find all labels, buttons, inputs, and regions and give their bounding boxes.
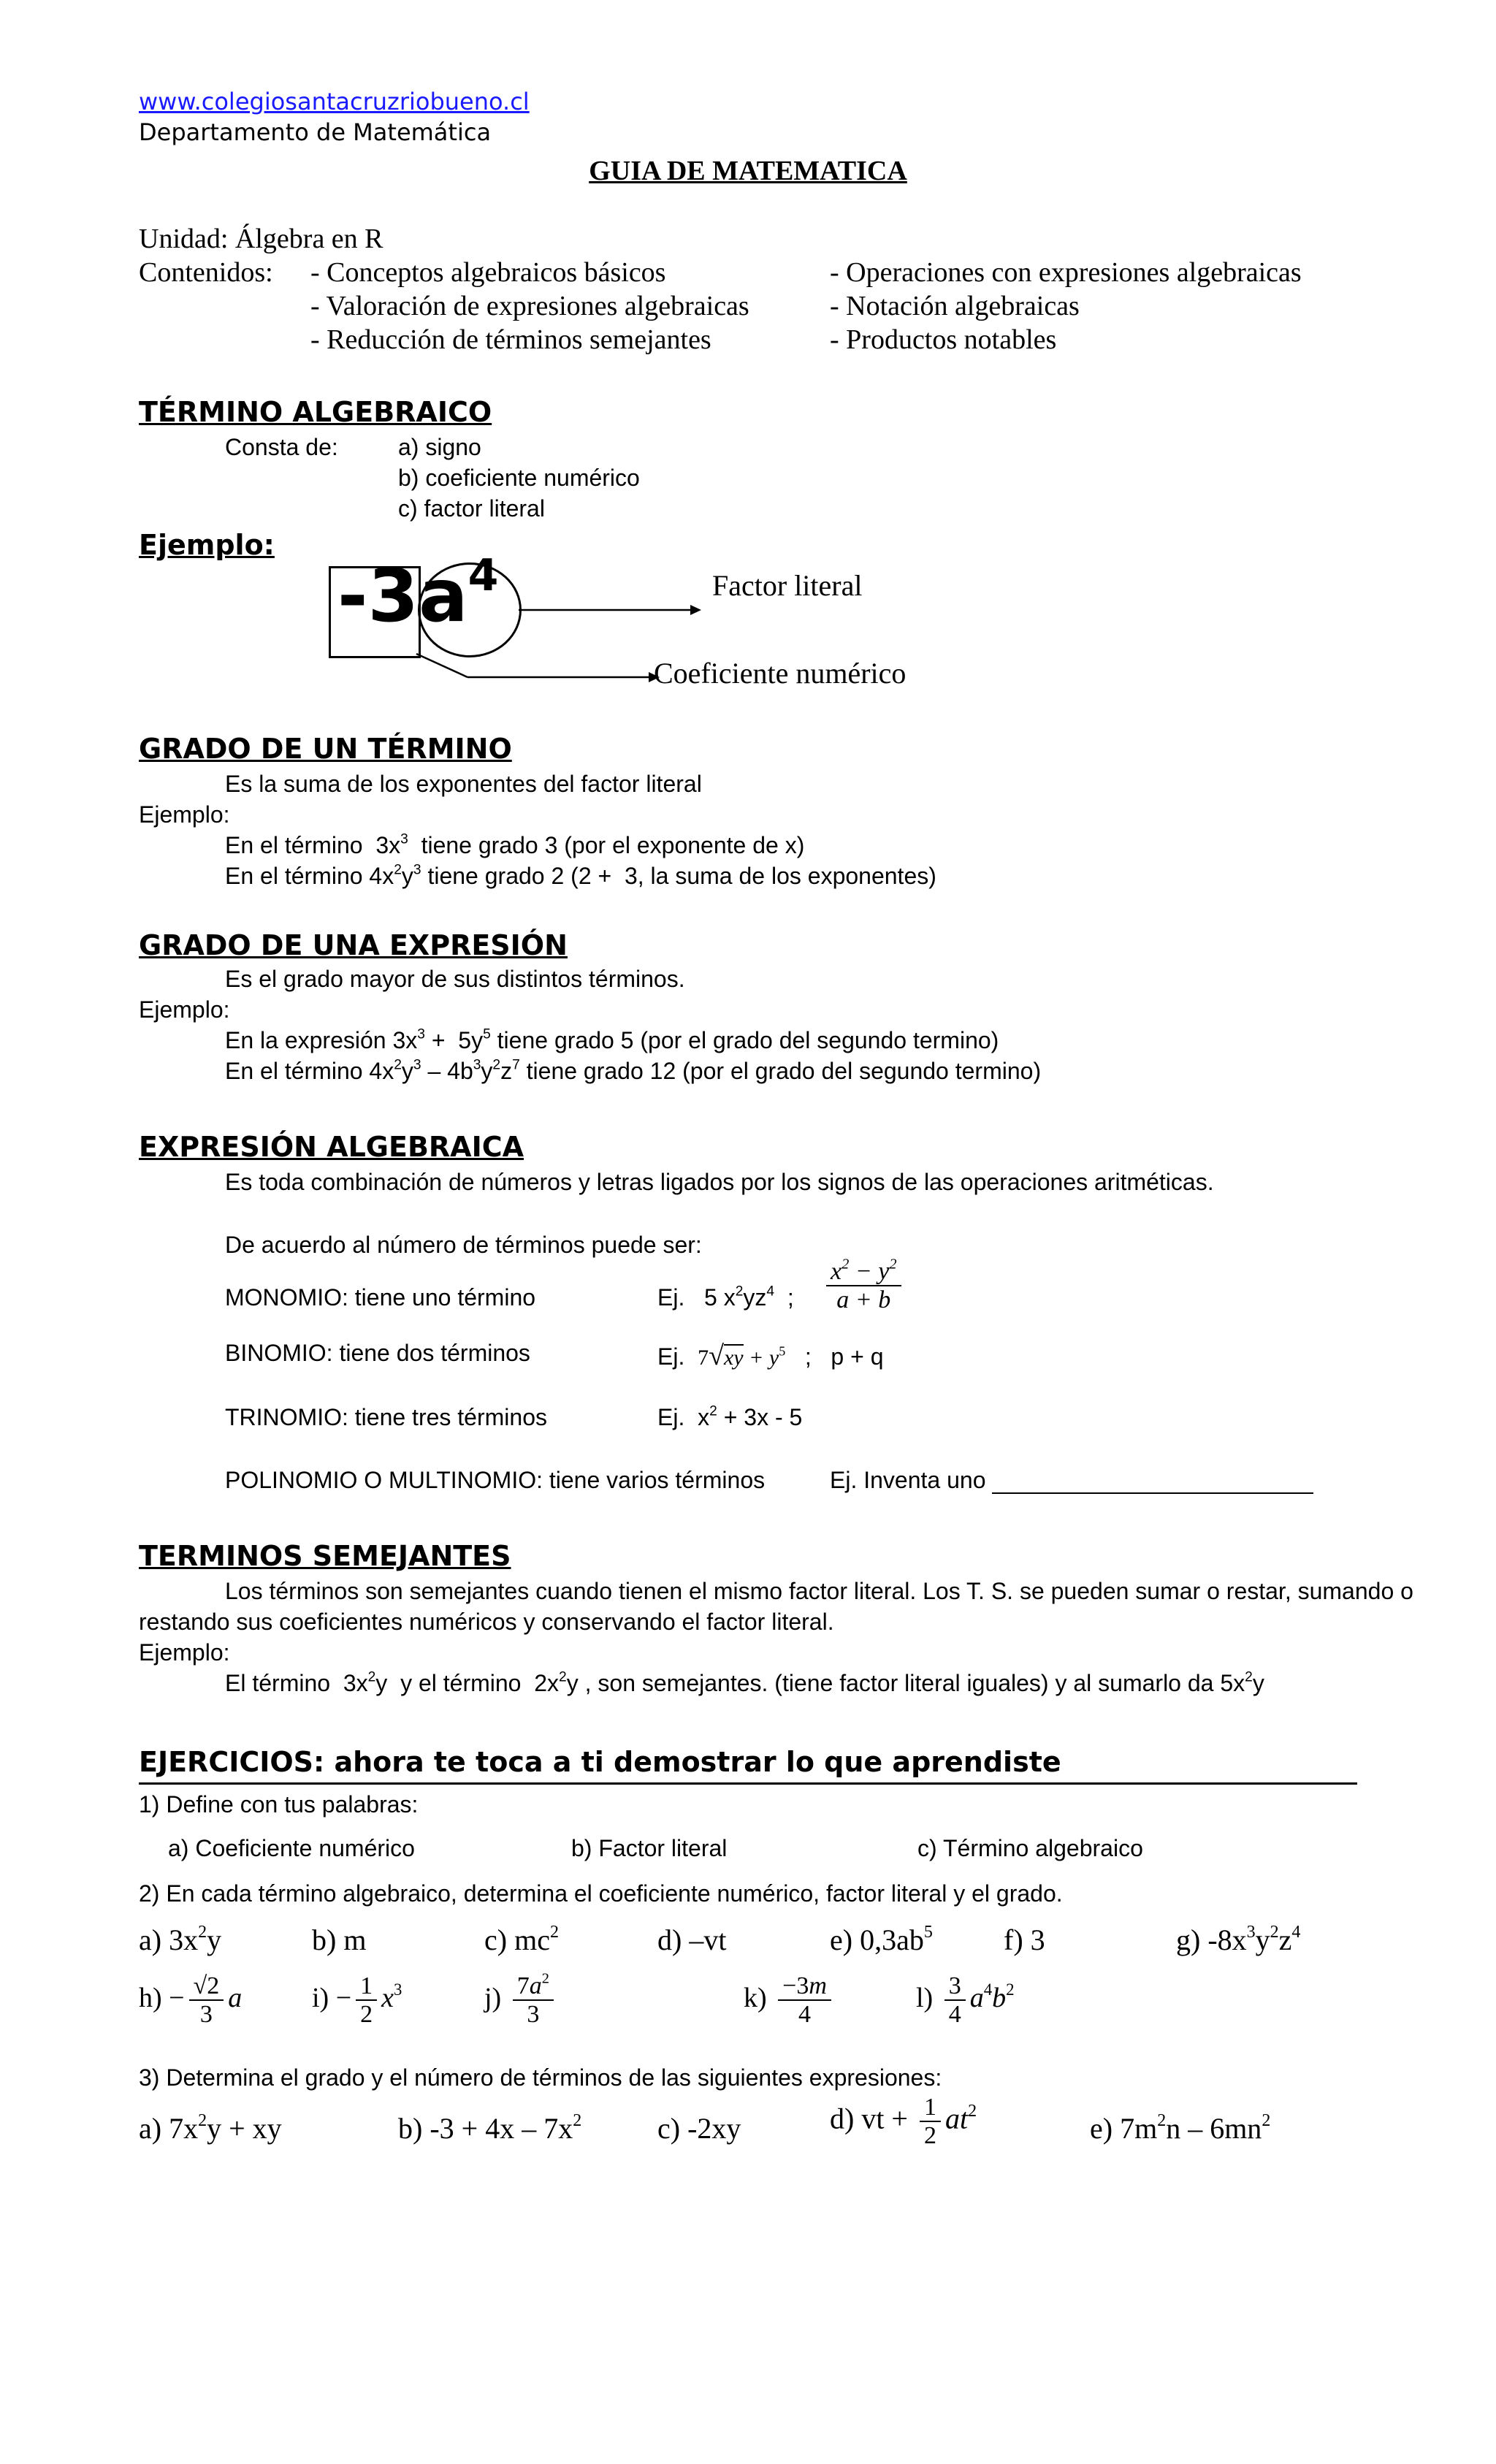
q2-item: e) $0,3ab^5$ bbox=[830, 1923, 933, 1956]
q3-item: b) $-3 + 4x - 7x^2$ bbox=[398, 2111, 582, 2145]
example-line: En la expresión $3x^3 + 5y^5$ tiene grado 5 (por el grado del segundo termino) bbox=[225, 1026, 999, 1053]
section-heading-termino: TÉRMINO ALGEBRAICO bbox=[139, 396, 492, 428]
example-line: En el término $4x^2y^3$ tiene grado 2 (2 + 3, la suma de los exponentes) bbox=[225, 862, 936, 889]
q1-item: b) Factor literal bbox=[571, 1835, 728, 1861]
q2-item: d) –vt bbox=[657, 1923, 727, 1956]
q2-item: f) 3 bbox=[1004, 1923, 1045, 1956]
definition: Es la suma de los exponentes del factor literal bbox=[225, 771, 702, 797]
q3-item: e) $7m^2n - 6mn^2$ bbox=[1090, 2111, 1271, 2145]
factor-literal-label: Factor literal bbox=[712, 569, 863, 602]
department-label: Departamento de Matemática bbox=[139, 118, 492, 146]
factor-arrowhead bbox=[690, 605, 701, 615]
section-heading-expresion: EXPRESIÓN ALGEBRAICA bbox=[139, 1131, 524, 1163]
q3-item: c) -2xy bbox=[657, 2112, 741, 2145]
trinomio-example: Ej. $x^2 + 3x - 5$ bbox=[657, 1403, 803, 1430]
monomio-label: MONOMIO: tiene uno término bbox=[225, 1284, 536, 1311]
coef-label: Coeficiente numérico bbox=[654, 657, 907, 690]
example-line: El término $3x^2y$ y el término $2x^2y$ , son semejantes. (tiene factor literal iguales) y al sumarlo da $5x^2y$ bbox=[225, 1669, 1264, 1696]
page-title: GUIA DE MATEMATICA bbox=[589, 156, 907, 186]
website-link[interactable]: www.colegiosantacruzriobueno.cl bbox=[139, 88, 530, 115]
q3-item: d) vt + $\frac{1}{2}$ $at^2$ bbox=[830, 2094, 977, 2150]
section-heading-grado-expresion: GRADO DE UNA EXPRESIÓN bbox=[139, 929, 568, 961]
q1-item: a) Coeficiente numérico bbox=[168, 1835, 415, 1861]
q2-item: l) $\frac{3}{4}$ $a^4b^2$ bbox=[916, 1972, 1015, 2029]
content-item: - Conceptos algebraicos básicos bbox=[310, 257, 666, 288]
section-heading-grado-termino: GRADO DE UN TÉRMINO bbox=[139, 733, 512, 765]
example-label: Ejemplo: bbox=[139, 801, 230, 828]
intro: De acuerdo al número de términos puede ser: bbox=[225, 1232, 702, 1258]
content-item: - Notación algebraicas bbox=[830, 291, 1080, 321]
example-label: Ejemplo: bbox=[139, 996, 230, 1023]
polinomio-example: Ej. Inventa uno bbox=[830, 1467, 1313, 1494]
termino-part: a) signo bbox=[398, 434, 481, 460]
q1-item: c) Término algebraico bbox=[917, 1835, 1143, 1861]
heading-rule bbox=[139, 1782, 1357, 1785]
q2-item: b) m bbox=[312, 1923, 367, 1956]
section-heading-semejantes: TERMINOS SEMEJANTES bbox=[139, 1540, 511, 1572]
q2-item: i) − $\frac{1}{2}$ $x^3$ bbox=[312, 1972, 402, 2029]
q2-item: a) $3x^2y$ bbox=[139, 1923, 222, 1956]
example-label: Ejemplo: bbox=[139, 529, 275, 561]
example-line: En el término $3x^3$ tiene grado 3 (por el exponente de x) bbox=[225, 831, 805, 858]
unit-label: Unidad: Álgebra en R bbox=[139, 224, 383, 254]
q2-item: k) $\frac{-3m}{4}$ bbox=[744, 1972, 836, 2029]
content-item: - Reducción de términos semejantes bbox=[310, 324, 711, 355]
definition: Es toda combinación de números y letras ligados por los signos de las operaciones aritméticas. bbox=[225, 1169, 1214, 1195]
example-label: Ejemplo: bbox=[139, 1639, 230, 1666]
termino-part: c) factor literal bbox=[398, 495, 545, 522]
contents-label: Contenidos: bbox=[139, 257, 273, 288]
binomio-example: Ej. $7√xy + y^5$ ; p + q bbox=[657, 1340, 884, 1371]
content-item: - Productos notables bbox=[830, 324, 1057, 355]
content-item: - Operaciones con expresiones algebraicas bbox=[830, 257, 1302, 288]
question-3: 3) Determina el grado y el número de términos de las siguientes expresiones: bbox=[139, 2064, 942, 2091]
answer-blank[interactable] bbox=[992, 1469, 1313, 1494]
section-heading-ejercicios: EJERCICIOS: ahora te toca a ti demostrar lo que aprendiste bbox=[139, 1746, 1061, 1778]
question-1: 1) Define con tus palabras: bbox=[139, 1791, 419, 1818]
q2-item: h) − $\frac{√2}{3}$ a bbox=[139, 1972, 243, 2029]
paragraph-line: Los términos son semejantes cuando tienen el mismo factor literal. Los T. S. se pueden sumar o restar, sumando o bbox=[225, 1578, 1413, 1604]
content-item: - Valoración de expresiones algebraicas bbox=[310, 291, 749, 321]
example-term: $-3a^4$ bbox=[337, 550, 499, 638]
definition: Es el grado mayor de sus distintos términos. bbox=[225, 966, 685, 992]
q2-item: c) $mc^2$ bbox=[484, 1923, 559, 1956]
termino-part: b) coeficiente numérico bbox=[398, 465, 640, 491]
binomio-label: BINOMIO: tiene dos términos bbox=[225, 1340, 530, 1366]
coef-connector bbox=[416, 654, 468, 677]
q3-item: a) $7x^2y$ + xy bbox=[139, 2111, 282, 2145]
monomio-example: Ej. 5 $x^2yz^4$ ; bbox=[657, 1284, 794, 1311]
monomio-fraction: $\frac{x^2 - y^2}{a + b}$ bbox=[822, 1258, 906, 1314]
question-2: 2) En cada término algebraico, determina el coeficiente numérico, factor literal y el grado. bbox=[139, 1880, 1063, 1907]
consta-label: Consta de: bbox=[225, 434, 338, 460]
example-line: En el término $4x^2y^3 - 4b^3y^2z^7$ tiene grado 12 (por el grado del segundo termino) bbox=[225, 1057, 1042, 1084]
q2-item: j) $\frac{7a^2}{3}$ bbox=[484, 1972, 558, 2029]
polinomio-label: POLINOMIO O MULTINOMIO: tiene varios términos bbox=[225, 1467, 766, 1493]
trinomio-label: TRINOMIO: tiene tres términos bbox=[225, 1404, 547, 1430]
q2-item: g) $-8x^3y^2z^4$ bbox=[1176, 1923, 1301, 1956]
paragraph-line: restando sus coeficientes numéricos y conservando el factor literal. bbox=[139, 1609, 834, 1635]
